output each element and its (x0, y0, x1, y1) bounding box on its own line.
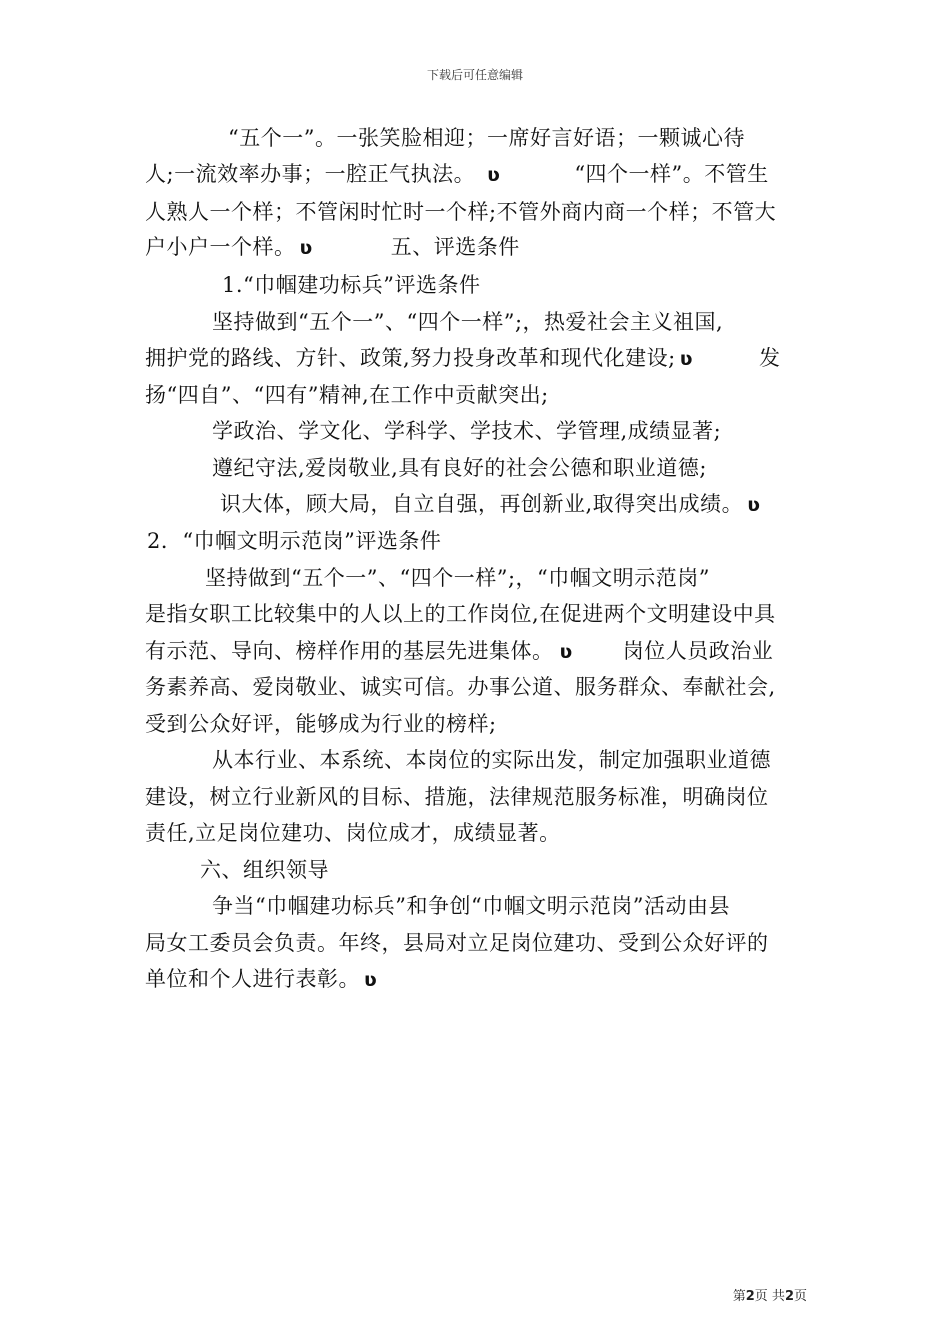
section-heading: 五、评选条件 (390, 235, 520, 259)
paragraph-mark: ʋ (487, 164, 501, 186)
text-line: 是指女职工比较集中的人以上的工作岗位,在促进两个文明建设中具 (145, 602, 776, 626)
text-line (145, 232, 520, 263)
total-page-number: 2 (784, 1289, 794, 1304)
text-line: 争当“巾帼建功标兵”和争创“巾帼文明示范岗”活动由县 (212, 894, 730, 918)
paragraph-mark: ʋ (364, 969, 378, 991)
sub-heading: 1.“巾帼建功标兵”评选条件 (222, 273, 481, 297)
text-line: 受到公众好评，能够成为行业的榜样; (145, 712, 497, 736)
page-header: 下载后可任意编辑 (426, 68, 523, 82)
text-line: 坚持做到“五个一”、“四个一样”;，热爱社会主义祖国, (212, 310, 724, 334)
page-footer (733, 1285, 807, 1304)
text-line: 坚持做到“五个一”、“四个一样”;，“巾帼文明示范岗” (205, 566, 710, 590)
text-line: 遵纪守法,爱岗敬业,具有良好的社会公德和职业道德; (212, 456, 707, 480)
text-line (145, 964, 377, 995)
text-segment: 单位和个人进行表彰。 (145, 967, 360, 991)
footer-prefix: 第 (732, 1289, 746, 1304)
text-line: 人熟人一个样；不管闲时忙时一个样;不管外商内商一个样；不管大 (145, 200, 777, 224)
text-segment: 拥护党的路线、方针、政策,努力投身改革和现代化建设; (145, 346, 676, 370)
current-page-number: 2 (745, 1289, 755, 1304)
paragraph-mark: ʋ (679, 348, 693, 370)
text-segment: 有示范、导向、榜样作用的基层先进集体。 (145, 639, 554, 663)
text-segment: 户小户一个样。 (145, 235, 296, 259)
text-segment: 岗位人员政治业 (622, 639, 774, 663)
text-segment: 发 (758, 346, 781, 370)
paragraph-mark: ʋ (747, 494, 761, 516)
text-line: 学政治、学文化、学科学、学技术、学管理,成绩显著; (212, 419, 722, 443)
text-line (145, 159, 769, 190)
footer-suffix: 页 (793, 1289, 807, 1304)
text-line: 建设，树立行业新风的目标、措施，法律规范服务标准，明确岗位 (145, 785, 769, 809)
paragraph-mark: ʋ (299, 237, 313, 259)
text-line: 扬“四自”、“四有”精神,在工作中贡献突出; (145, 383, 549, 407)
text-line: 从本行业、本系统、本岗位的实际出发，制定加强职业道德 (212, 748, 771, 772)
text-line: “五个一”。一张笑脸相迎；一席好言好语；一颗诚心待 (228, 126, 745, 150)
section-heading: 六、组织领导 (200, 858, 329, 882)
paragraph-mark: ʋ (559, 641, 573, 663)
text-line (220, 489, 760, 520)
text-segment: “四个一样”。不管生 (574, 162, 769, 186)
text-line (145, 343, 780, 374)
text-line (145, 636, 773, 667)
text-segment: 人;一流效率办事；一腔正气执法。 (145, 162, 476, 186)
footer-middle: 页 共 (754, 1289, 785, 1304)
sub-heading: 2．“巾帼文明示范岗”评选条件 (147, 529, 442, 553)
text-line: 责任,立足岗位建功、岗位成才，成绩显著。 (145, 821, 561, 845)
text-segment: 识大体，顾大局，自立自强，再创新业,取得突出成绩。 (220, 492, 744, 516)
text-line: 务素养高、爱岗敬业、诚实可信。办事公道、服务群众、奉献社会, (145, 675, 776, 699)
text-line: 局女工委员会负责。年终，县局对立足岗位建功、受到公众好评的 (145, 931, 769, 955)
